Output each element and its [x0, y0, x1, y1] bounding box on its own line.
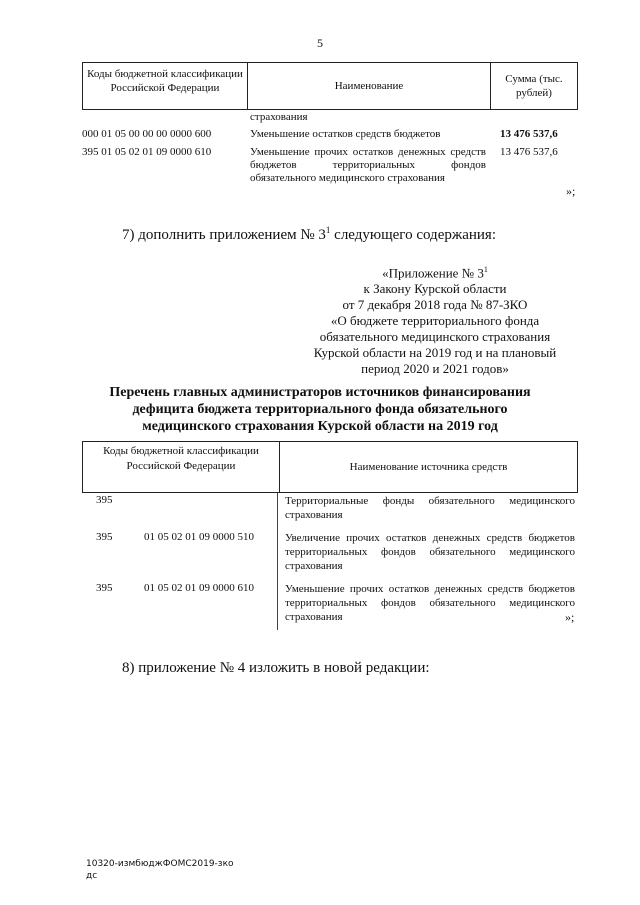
- table2-row3-name: Уменьшение прочих остатков денежных средств бюджетов территориальных фондов обязательного медицинского страхования: [285, 583, 575, 623]
- table1-header: [82, 62, 578, 110]
- table1-header-sum: Сумма (тыс. рублей): [505, 73, 563, 99]
- table1-row2-sum: 13 476 537,6: [500, 146, 558, 158]
- appendix-block: «Приложение № $3^1$ к Закону Курской области от 7 декабря 2018 года № 87-ЗКО «О бюджете территориального фонда обязательного медицинского страхования Курской области на 2019 год и на плановый период 2020 и 2021 годов»: [313, 265, 557, 377]
- table2-row1-name: Территориальные фонды обязательного медицинского страхования: [285, 495, 575, 521]
- table2-row1-admin: 395: [96, 494, 113, 506]
- table2-row2-admin: 395: [96, 531, 113, 543]
- table2-row3-code: 01 05 02 01 09 0000 610: [144, 582, 254, 594]
- paragraph-7: 7) дополнить приложением № $3^1$ следующего содержания:: [122, 225, 496, 243]
- table1-header-code: Коды бюджетной классификации Российской Федерации: [83, 63, 248, 109]
- table2-header-name: Наименование источника средств: [349, 461, 508, 473]
- table2-row2-name: Увеличение прочих остатков денежных средств бюджетов территориальных фондов обязательного медицинского страхования: [285, 532, 575, 572]
- table2-row3-admin: 395: [96, 582, 113, 594]
- paragraph-8: 8) приложение № 4 изложить в новой редакции:: [122, 660, 430, 676]
- table1-row2-name: Уменьшение прочих остатков денежных средств бюджетов территориальных фондов обязательного медицинского страхования: [250, 146, 486, 184]
- table1-continuation: страхования: [250, 111, 308, 123]
- table1-row1-code: 000 01 05 00 00 00 0000 600: [82, 128, 212, 140]
- table1-closing-quote: »;: [566, 184, 576, 198]
- footer-initials: дс: [86, 871, 98, 881]
- table1-row1-name: Уменьшение остатков средств бюджетов: [250, 128, 441, 140]
- page-number: 5: [317, 36, 323, 50]
- table2-header: [82, 441, 578, 493]
- table2-header-code: Коды бюджетной классификации Российской Федерации: [83, 442, 280, 492]
- table1-header-name: Наименование: [248, 63, 491, 109]
- table2-column-divider: [277, 493, 278, 630]
- table1-row2-code: 395 01 05 02 01 09 0000 610: [82, 146, 212, 158]
- table1-row1-sum: 13 476 537,6: [500, 128, 558, 140]
- section-heading: Перечень главных администраторов источников финансирования дефицита бюджета территориального фонда обязательного медицинского страхования Курской области на 2019 год: [109, 385, 531, 434]
- table2-closing-quote: »;: [565, 610, 575, 624]
- table2-row2-code: 01 05 02 01 09 0000 510: [144, 531, 254, 543]
- footer-file-id: 10320-измбюджФОМС2019-зко: [86, 859, 234, 869]
